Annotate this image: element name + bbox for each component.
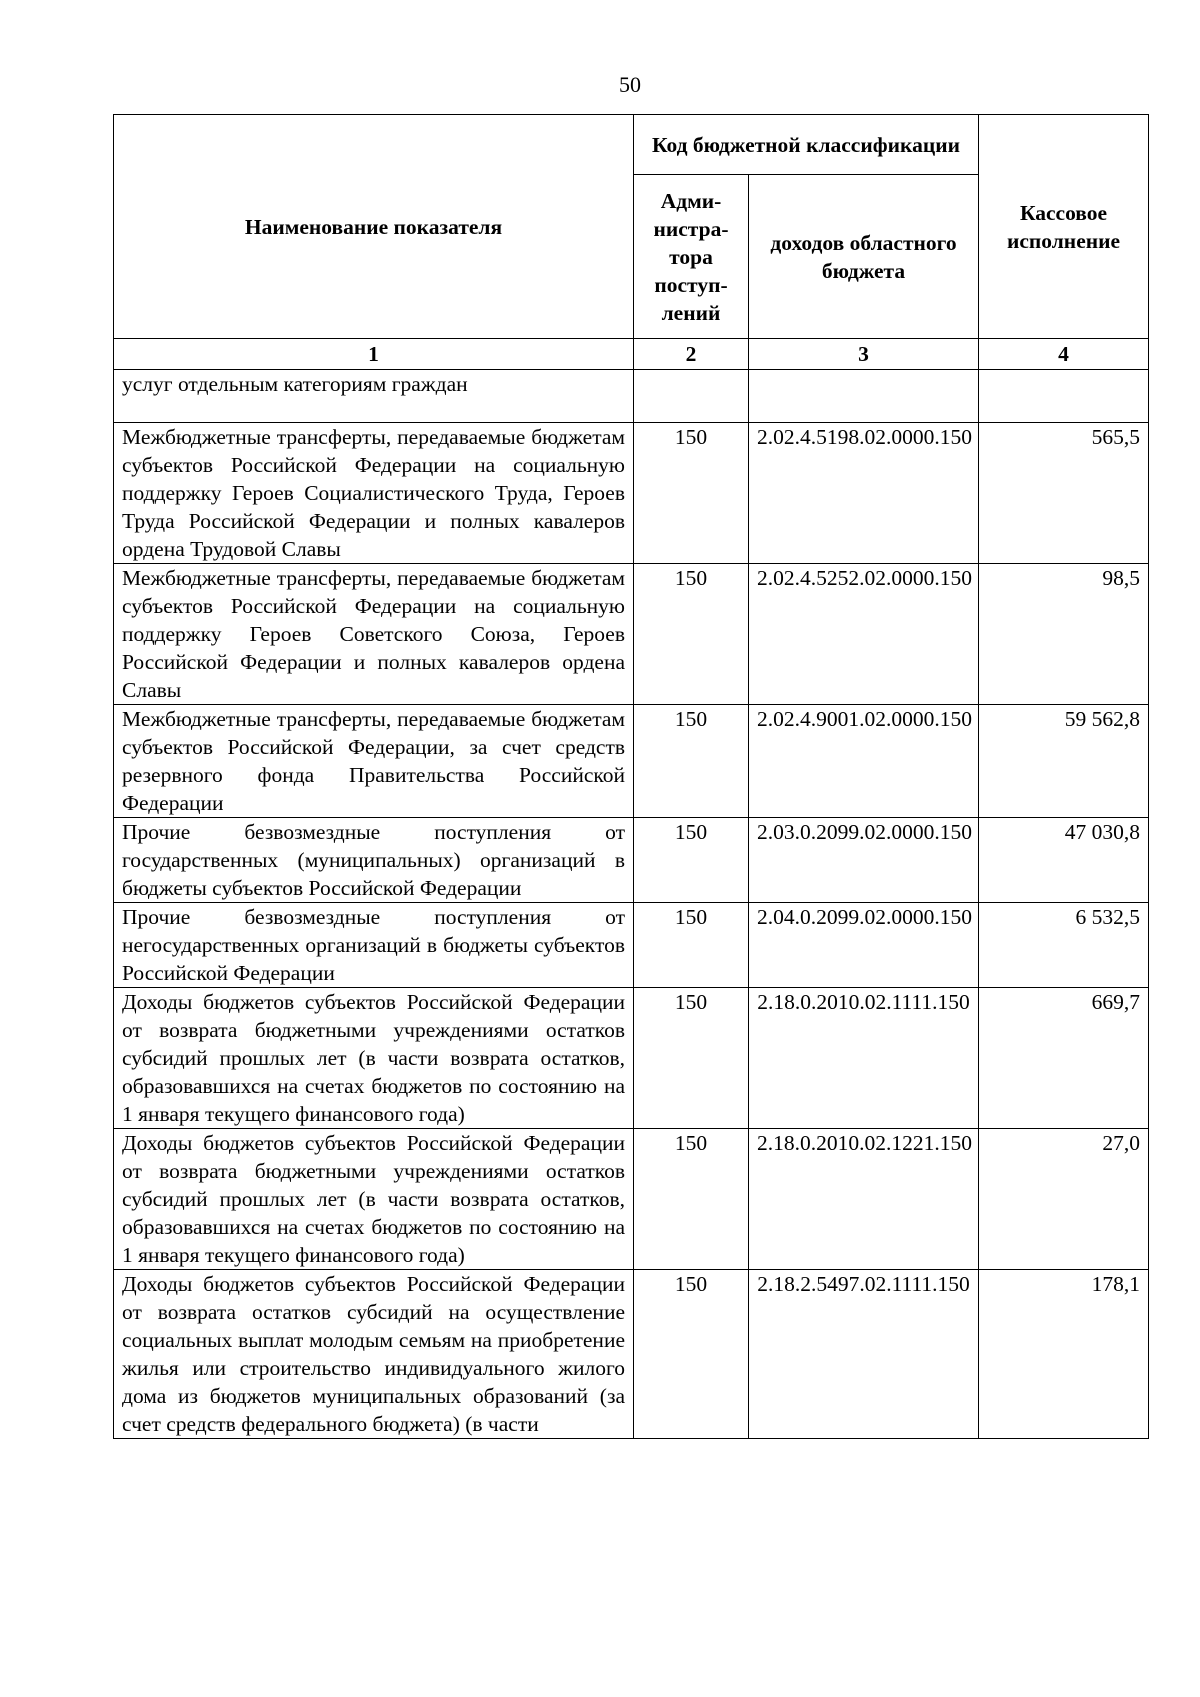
table-row <box>114 423 1149 564</box>
row-code: 2.18.0.2010.02.1111.150 <box>749 988 979 1129</box>
budget-table <box>113 114 1149 1439</box>
row-name: Доходы бюджетов субъектов Российской Федерации от возврата бюджетными учреждениями остатков субсидий прошлых лет (в части возврата остатков, образовавшихся на счетах бюджетов по состоянию на 1 января текущего финансового года) <box>114 1129 634 1270</box>
table-row <box>114 370 1149 423</box>
row-admin: 150 <box>634 988 749 1129</box>
row-name: Доходы бюджетов субъектов Российской Федерации от возврата остатков субсидий на осуществление социальных выплат молодым семьям на приобретение жилья или строительство индивидуального жилого дома из бюджетов муниципальных образований (за счет средств федерального бюджета) (в части <box>114 1270 634 1439</box>
column-number-2: 2 <box>634 339 749 370</box>
row-admin: 150 <box>634 705 749 818</box>
page-number: 50 <box>619 72 641 97</box>
row-execution: 6 532,5 <box>979 903 1149 988</box>
row-name: Межбюджетные трансферты, передаваемые бюджетам субъектов Российской Федерации на социальную поддержку Героев Социалистического Труда, Героев Труда Российской Федерации и полных кавалеров ордена Трудовой Славы <box>114 423 634 564</box>
row-execution <box>979 370 1149 423</box>
table-row <box>114 1129 1149 1270</box>
row-admin: 150 <box>634 564 749 705</box>
row-admin: 150 <box>634 423 749 564</box>
row-code: 2.02.4.5252.02.0000.150 <box>749 564 979 705</box>
row-code: 2.02.4.5198.02.0000.150 <box>749 423 979 564</box>
table-row <box>114 564 1149 705</box>
row-code <box>749 370 979 423</box>
row-name: услуг отдельным категориям граждан <box>114 370 634 423</box>
row-execution: 59 562,8 <box>979 705 1149 818</box>
row-admin: 150 <box>634 903 749 988</box>
row-name: Межбюджетные трансферты, передаваемые бюджетам субъектов Российской Федерации на социальную поддержку Героев Советского Союза, Героев Российской Федерации и полных кавалеров ордена Славы <box>114 564 634 705</box>
column-number-1: 1 <box>114 339 634 370</box>
row-code: 2.03.0.2099.02.0000.150 <box>749 818 979 903</box>
row-execution: 565,5 <box>979 423 1149 564</box>
row-name: Межбюджетные трансферты, передаваемые бюджетам субъектов Российской Федерации, за счет средств резервного фонда Правительства Российской Федерации <box>114 705 634 818</box>
row-code: 2.18.2.5497.02.1111.150 <box>749 1270 979 1439</box>
row-name: Прочие безвозмездные поступления от негосударственных организаций в бюджеты субъектов Российской Федерации <box>114 903 634 988</box>
row-admin: 150 <box>634 818 749 903</box>
header-income: доходов областного бюджета <box>749 175 979 339</box>
table-row <box>114 903 1149 988</box>
row-admin: 150 <box>634 1129 749 1270</box>
row-execution: 27,0 <box>979 1129 1149 1270</box>
header-code-group: Код бюджетной классификации <box>634 115 979 175</box>
header-name: Наименование показателя <box>114 115 634 339</box>
column-number-3: 3 <box>749 339 979 370</box>
row-name: Доходы бюджетов субъектов Российской Федерации от возврата бюджетными учреждениями остатков субсидий прошлых лет (в части возврата остатков, образовавшихся на счетах бюджетов по состоянию на 1 января текущего финансового года) <box>114 988 634 1129</box>
header-execution: Кассовое исполнение <box>979 115 1149 339</box>
row-execution: 669,7 <box>979 988 1149 1129</box>
row-code: 2.02.4.9001.02.0000.150 <box>749 705 979 818</box>
row-admin <box>634 370 749 423</box>
row-name: Прочие безвозмездные поступления от государственных (муниципальных) организаций в бюджеты субъектов Российской Федерации <box>114 818 634 903</box>
row-execution: 178,1 <box>979 1270 1149 1439</box>
row-code: 2.04.0.2099.02.0000.150 <box>749 903 979 988</box>
table-row <box>114 988 1149 1129</box>
row-admin: 150 <box>634 1270 749 1439</box>
table-row <box>114 705 1149 818</box>
row-execution: 47 030,8 <box>979 818 1149 903</box>
header-admin: Адми-нистра-тора поступ-лений <box>634 175 749 339</box>
column-number-4: 4 <box>979 339 1149 370</box>
row-code: 2.18.0.2010.02.1221.150 <box>749 1129 979 1270</box>
row-execution: 98,5 <box>979 564 1149 705</box>
table-row <box>114 818 1149 903</box>
table-row <box>114 1270 1149 1439</box>
